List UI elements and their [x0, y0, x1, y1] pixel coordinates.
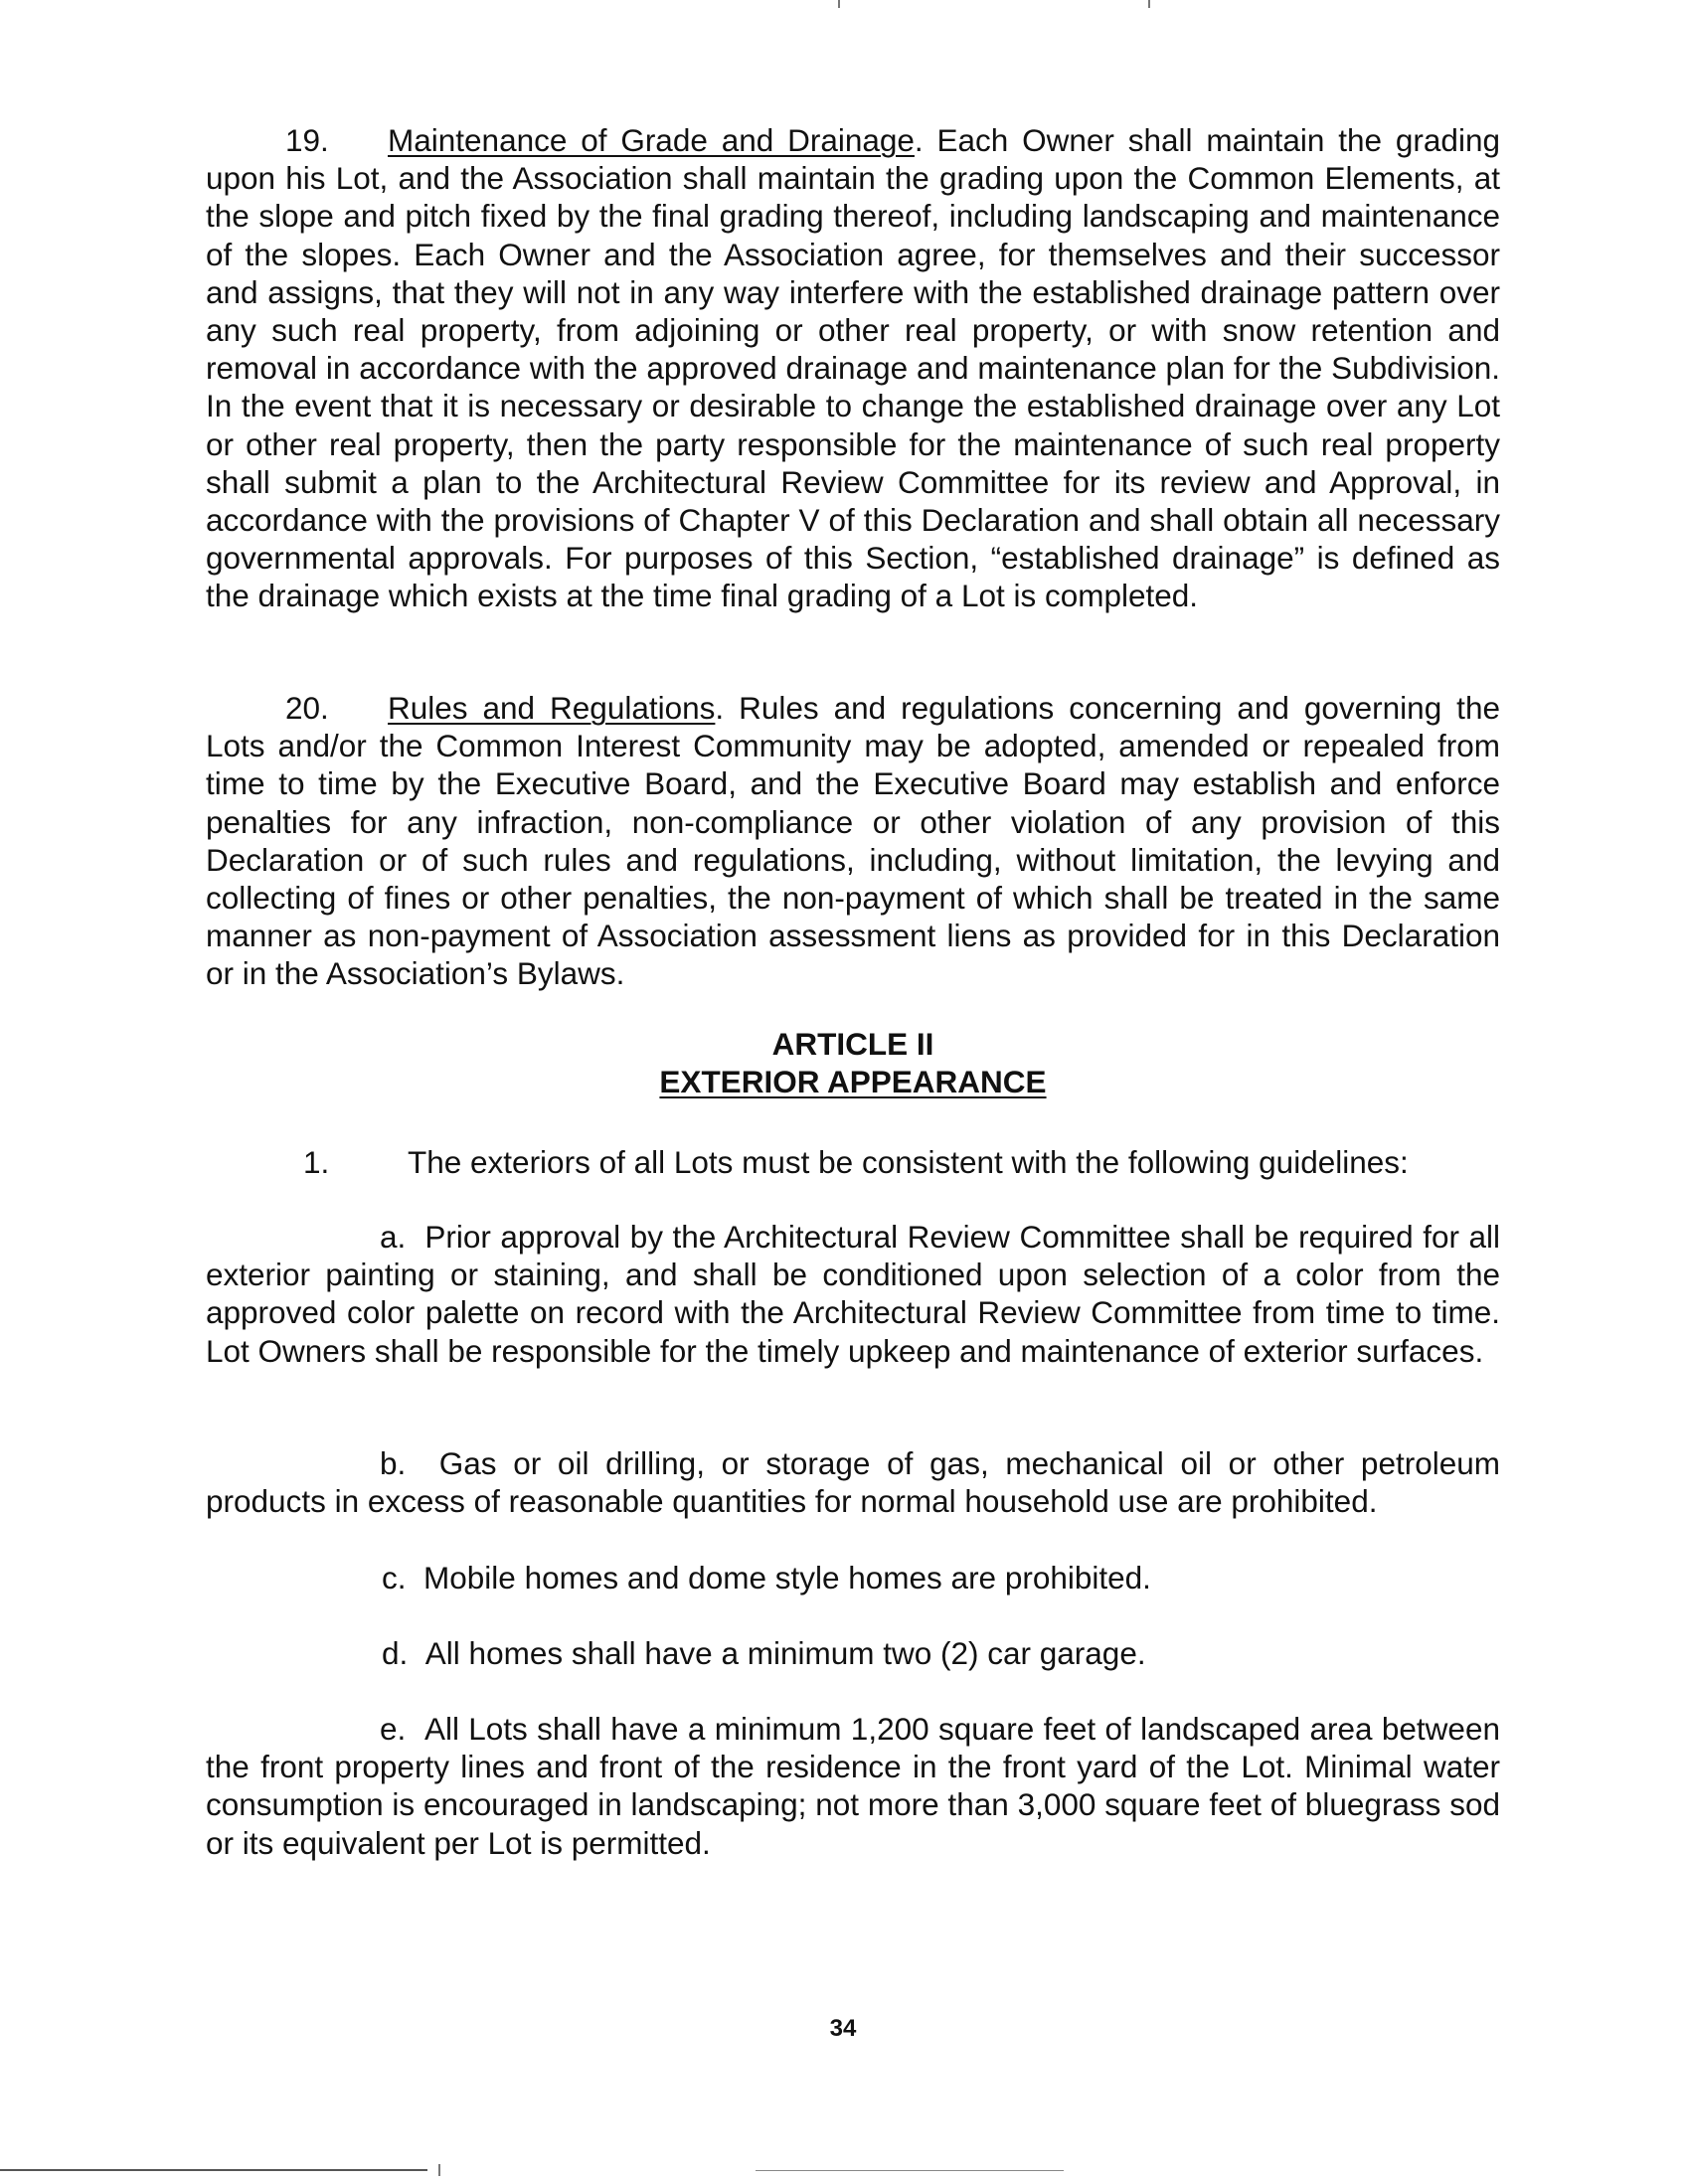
subitem-b-label: b.	[380, 1445, 407, 1481]
subitem-a-text: Prior approval by the Architectural Review Committee shall be required for all exterior painting or staining, and shall be conditioned upon selection of a color from the approved color palette on record with the Architectural Review Committee from time to time. Lot Owners shall be responsible for the timely upkeep and maintenance of exterior surfaces.	[206, 1219, 1500, 1369]
subitem-e	[206, 1710, 1500, 1862]
section-20-number: 20.	[285, 690, 329, 726]
subitem-e-label: e.	[380, 1711, 407, 1747]
subitem-e-text: All Lots shall have a minimum 1,200 square feet of landscaped area between the front property lines and front of the residence in the front yard of the Lot. Minimal water consumption is encouraged in landscaping; not more than 3,000 square feet of bluegrass sod or its equivalent per Lot is permitted.	[206, 1711, 1500, 1861]
subitem-b-text: Gas or oil drilling, or storage of gas, mechanical oil or other petroleum products in excess of reasonable quantities for normal household use are prohibited.	[206, 1445, 1500, 1520]
section-20-body: . Rules and regulations concerning and governing the Lots and/or the Common Interest Community may be adopted, amended or repealed from time to time by the Executive Board, and the Executive Board may establish and enforce penalties for any infraction, non-compliance or other violation of any provision of this Declaration or of such rules and regulations, including, without limitation, the levying and collecting of fines or other penalties, the non-payment of which shall be treated in the same manner as non-payment of Association assessment liens as provided for in this Declaration or in the Association’s Bylaws.	[206, 690, 1500, 992]
subitem-b	[206, 1444, 1500, 1520]
section-19-number: 19.	[285, 122, 329, 158]
subitem-c-label: c.	[382, 1560, 407, 1596]
page-number: 34	[829, 2015, 857, 2042]
subitem-c	[382, 1559, 1151, 1596]
section-20-paragraph	[206, 689, 1500, 993]
article-subheading-text: EXTERIOR APPEARANCE	[659, 1064, 1047, 1099]
section-19-title: Maintenance of Grade and Drainage	[388, 122, 915, 158]
item-1-number: 1.	[303, 1144, 330, 1180]
section-20-title: Rules and Regulations	[388, 690, 716, 726]
article-heading: ARTICLE II	[771, 1026, 934, 1062]
section-19-body: . Each Owner shall maintain the grading upon his Lot, and the Association shall maintain the grading upon the Common Elements, at the slope and pitch fixed by the final grading thereof, including landscaping and maintenance of the slopes. Each Owner and the Association agree, for themselves and their successor and assigns, that they will not in any way interfere with the established drainage pattern over any such real property, from adjoining or other real property, or with snow retention and removal in accordance with the approved drainage and maintenance plan for the Subdivision. In the event that it is necessary or desirable to change the established drainage over any Lot or other real property, then the party responsible for the maintenance of such real property shall submit a plan to the Architectural Review Committee for its review and Approval, in accordance with the provisions of Chapter V of this Declaration and shall obtain all necessary governmental approvals. For purposes of this Section, “established drainage” is defined as the drainage which exists at the time final grading of a Lot is completed.	[206, 122, 1500, 614]
subitem-d	[382, 1634, 1146, 1672]
scan-speck	[838, 0, 840, 8]
item-1-text: The exteriors of all Lots must be consistent with the following guidelines:	[408, 1144, 1409, 1180]
footer-rule	[0, 2169, 427, 2171]
subitem-d-label: d.	[382, 1635, 409, 1671]
scan-speck	[438, 2164, 440, 2176]
subitem-d-text: All homes shall have a minimum two (2) car garage.	[424, 1635, 1146, 1671]
subitem-a-label: a.	[380, 1219, 407, 1255]
subitem-c-text: Mobile homes and dome style homes are prohibited.	[423, 1560, 1151, 1596]
item-1	[303, 1143, 1409, 1181]
article-subheading	[206, 1063, 1500, 1100]
scan-speck	[1148, 0, 1150, 8]
section-19-paragraph	[206, 121, 1500, 615]
footer-rule-secondary	[756, 2170, 1064, 2171]
subitem-a	[206, 1218, 1500, 1370]
